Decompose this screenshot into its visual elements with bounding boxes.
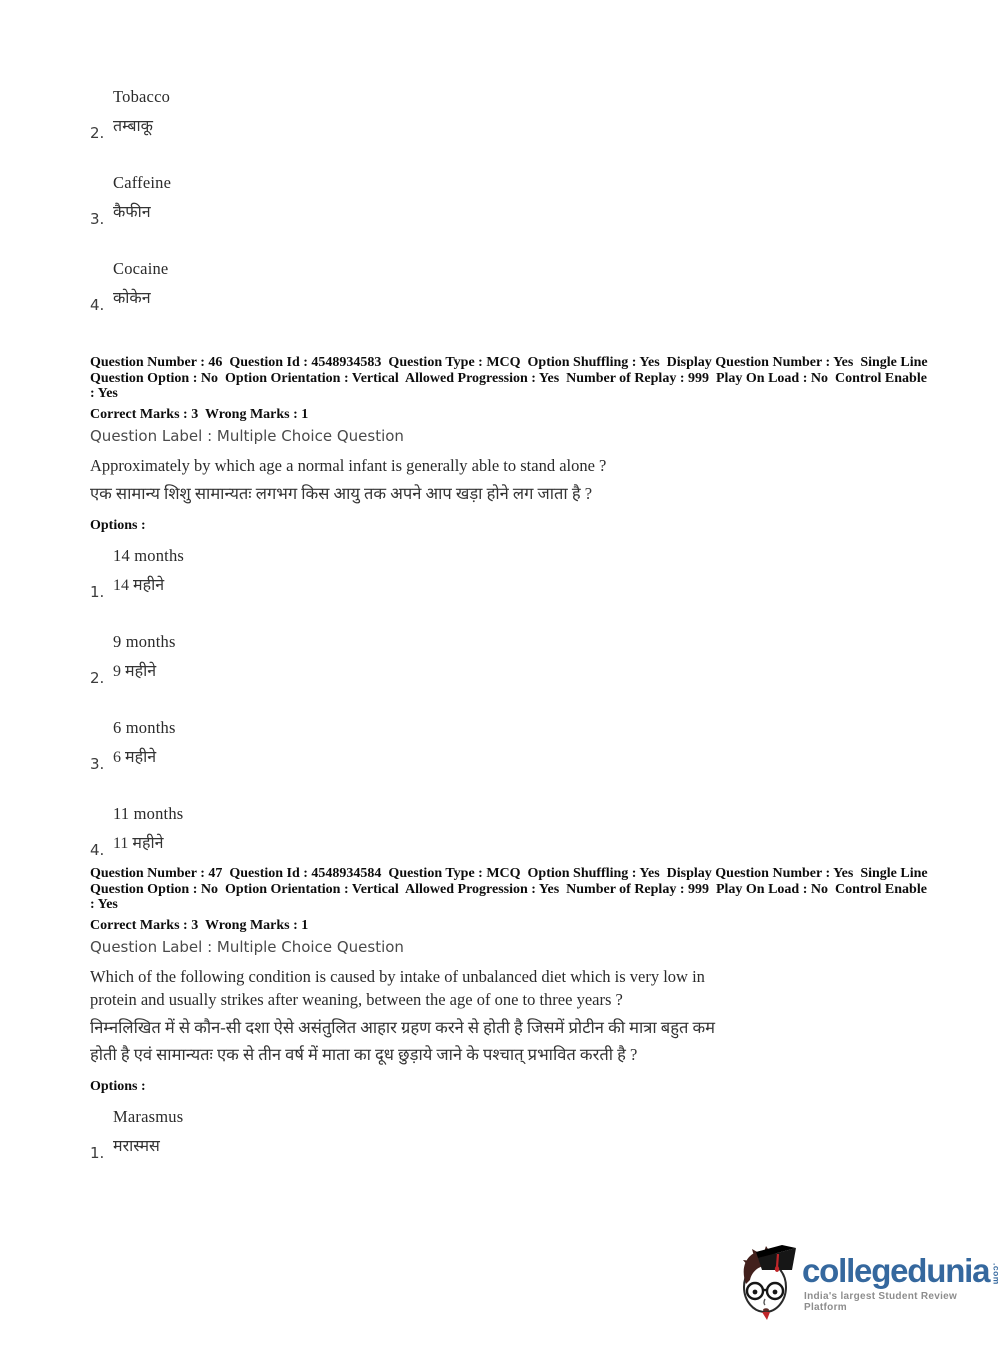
option-texts [113, 631, 176, 684]
option-label-hi: मरास्मस [113, 1137, 160, 1155]
option-number: 2. [90, 124, 105, 142]
collegedunia-mascot-icon [738, 1244, 798, 1326]
option-label-en: 6 months [113, 717, 176, 737]
question-text-hi: एक सामान्य शिशु सामान्यतः लगभग किस आयु तक अपने आप खड़ा होने लग जाता है ? [90, 483, 593, 503]
option-label-hi: 6 महीने [113, 748, 157, 766]
brand-name: collegedunia [802, 1252, 990, 1289]
option-row [90, 258, 171, 314]
question-text-en: Which of the following condition is caused by intake of unbalanced diet which is very low in protein and usually strikes after weaning, between the age of one to three years ? [90, 966, 705, 1009]
question-label: Question Label : Multiple Choice Question [90, 937, 404, 956]
question-text-hi: निम्नलिखित में से कौन-सी दशा ऐसे असंतुलित आहार ग्रहण करने से होती है जिसमें प्रोटीन की मात्रा बहुत कम होती है एवं सामान्यतः एक से तीन वर्ष में माता का दूध छुड़ाये जाने के पश्चात् प्रभावित करती है ? [90, 1017, 716, 1064]
option-texts [113, 803, 183, 856]
option-texts [113, 172, 171, 225]
brand-block [802, 1254, 1001, 1313]
option-number: 1. [90, 582, 105, 601]
previous-question-options [90, 86, 171, 344]
option-number: 4. [90, 840, 105, 859]
option-label-hi: कोकेन [113, 290, 151, 307]
brand-tagline: India's largest Student Review Platform [804, 1291, 958, 1313]
option-label-hi: कैफीन [113, 204, 151, 221]
option-number: 1. [90, 1143, 105, 1162]
option-row [90, 631, 930, 687]
option-label-en: Tobacco [113, 87, 171, 106]
collegedunia-watermark [738, 1242, 1001, 1326]
option-texts [113, 1106, 183, 1159]
question-meta: Question Number : 47 Question Id : 4548934584 Question Type : MCQ Option Shuffling : Yes Display Question Number : Yes Single Line Question Option : No Option Orientation : Vertical Allowed Progression : Yes Number of Replay : 999 Play On Load : No Control Enable : Yes [90, 866, 932, 912]
option-texts [113, 258, 168, 311]
option-label-en: Cocaine [113, 259, 169, 278]
option-label-en: 11 months [113, 803, 184, 823]
option-row [90, 86, 171, 142]
option-row [90, 717, 930, 773]
option-number: 3. [90, 210, 105, 228]
option-number: 4. [90, 296, 105, 314]
option-row [90, 803, 930, 859]
option-texts [113, 86, 170, 139]
option-label-hi: तम्बाकू [113, 118, 153, 135]
option-texts [113, 545, 184, 598]
option-number: 3. [90, 754, 105, 773]
option-row [90, 545, 930, 601]
options-heading: Options : [90, 517, 146, 533]
question-marks: Correct Marks : 3 Wrong Marks : 1 [90, 406, 309, 422]
option-label-en: 14 months [113, 545, 185, 565]
options-heading: Options : [90, 1078, 146, 1094]
option-label-hi: 14 महीने [113, 576, 165, 594]
options-list [90, 1104, 930, 1162]
question-label: Question Label : Multiple Choice Question [90, 426, 404, 445]
options-list [90, 543, 930, 859]
question-meta: Question Number : 46 Question Id : 4548934583 Question Type : MCQ Option Shuffling : Yes Display Question Number : Yes Single Line Question Option : No Option Orientation : Vertical Allowed Progression : Yes Number of Replay : 999 Play On Load : No Control Enable : Yes [90, 355, 932, 401]
question-text-en: Approximately by which age a normal infant is generally able to stand alone ? [90, 455, 607, 475]
option-row [90, 1106, 930, 1162]
brand-suffix: .com [991, 1263, 1001, 1285]
option-texts [113, 717, 176, 770]
option-label-hi: 9 महीने [113, 662, 157, 680]
option-label-en: 9 months [113, 631, 176, 651]
question-marks: Correct Marks : 3 Wrong Marks : 1 [90, 917, 309, 933]
option-number: 2. [90, 668, 105, 687]
option-label-hi: 11 महीने [113, 834, 164, 852]
option-label-en: Caffeine [113, 173, 172, 192]
question-47-block [90, 866, 930, 1192]
option-label-en: Marasmus [113, 1106, 184, 1126]
option-row [90, 172, 172, 228]
question-46-block [90, 355, 930, 889]
